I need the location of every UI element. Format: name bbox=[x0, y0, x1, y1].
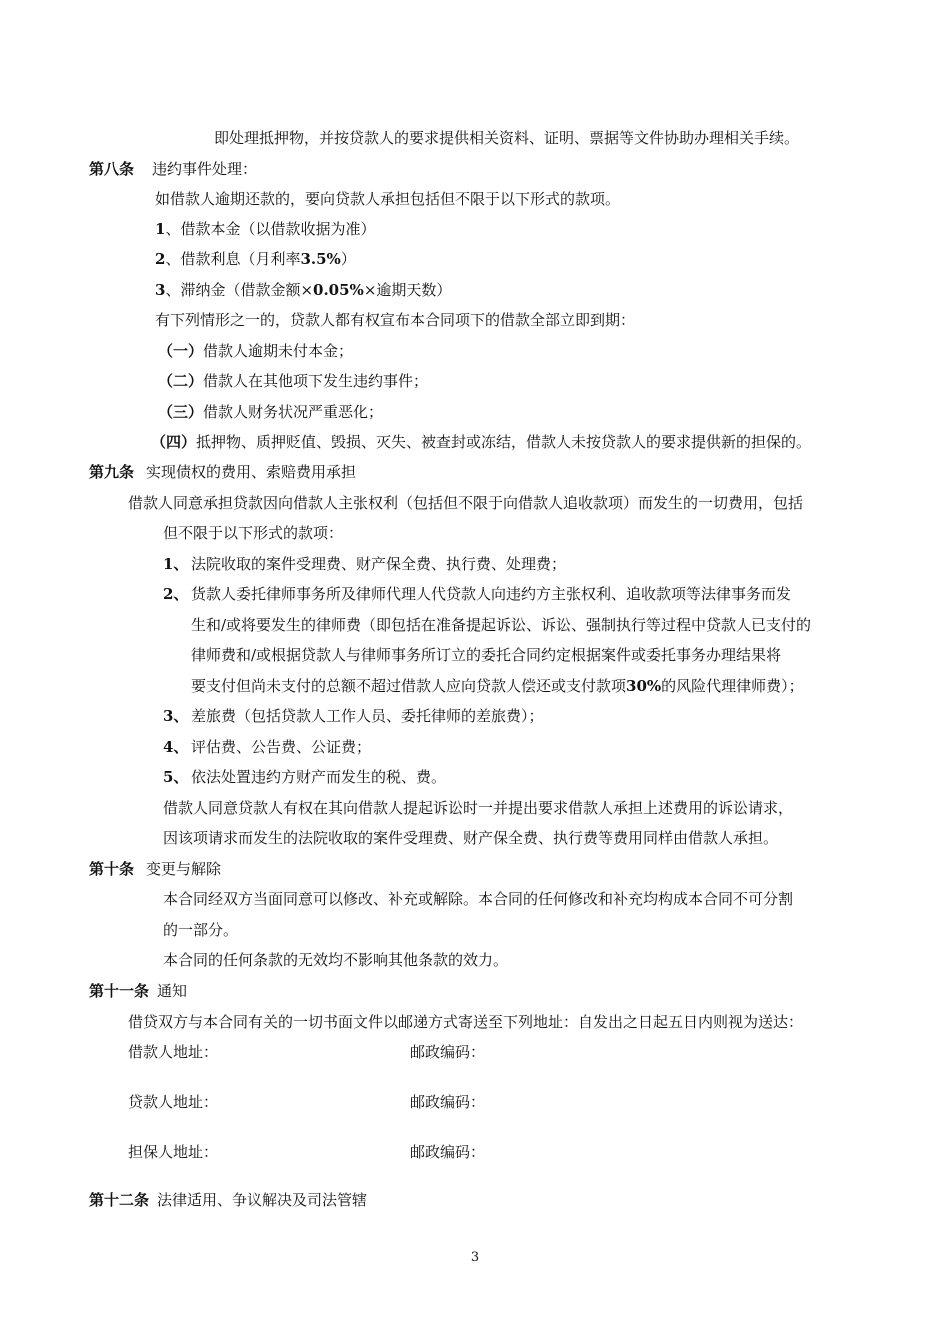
article-11-heading bbox=[89, 981, 187, 1001]
article-11-title: 通知 bbox=[157, 982, 188, 1000]
article-8-heading bbox=[89, 159, 257, 179]
article-8-case-4: （四）抵押物、质押贬值、毁损、灭失、被查封或冻结，借款人未按贷款人的要求提供新的担保的。 bbox=[151, 433, 812, 451]
article-9-claim-line-1: 借款人同意贷款人有权在其向借款人提起诉讼时一并提出要求借款人承担上述费用的诉讼请求， bbox=[163, 799, 794, 817]
lender-zip-label: 邮政编码： bbox=[410, 1093, 486, 1111]
article-8-intro: 如借款人逾期还款的，要向贷款人承担包括但不限于以下形式的款项。 bbox=[155, 190, 621, 208]
article-8-number: 第八条 bbox=[89, 160, 135, 178]
article-9-title: 实现债权的费用、索赔费用承担 bbox=[146, 463, 357, 481]
article-8-case-1: （一）借款人逾期未付本金； bbox=[158, 342, 354, 360]
page-number: 3 bbox=[470, 1250, 480, 1265]
article-9-item-2: 2、 货款人委托律师事务所及律师代理人代贷款人向违约方主张权利、追收款项等法律事务而发 bbox=[163, 585, 792, 603]
article-12-title: 法律适用、争议解决及司法管辖 bbox=[157, 1191, 368, 1209]
article-9-heading bbox=[89, 462, 356, 482]
lender-address-label: 贷款人地址： bbox=[128, 1093, 219, 1111]
article-9-claim-line-2: 因该项请求而发生的法院收取的案件受理费、财产保全费、执行费等费用同样由借款人承担。 bbox=[163, 829, 779, 847]
article-8-acceleration: 有下列情形之一的，贷款人都有权宣布本合同项下的借款全部立即到期： bbox=[155, 311, 636, 329]
article-8-item-3: 3、滞纳金（借款金额×0.05%×逾期天数） bbox=[155, 281, 452, 299]
borrower-address-label: 借款人地址： bbox=[128, 1043, 219, 1061]
article-10-title: 变更与解除 bbox=[146, 860, 222, 878]
article-12-heading bbox=[89, 1190, 367, 1210]
article-8-case-3: （三）借款人财务状况严重恶化； bbox=[158, 403, 384, 421]
article-9-item-2-line-4: 要支付但尚未支付的总额不超过借款人应向贷款人偿还或支付款项30%的风险代理律师费）； bbox=[191, 677, 804, 695]
article-8-item-2: 2、借款利息（月利率3.5%） bbox=[155, 250, 356, 268]
article-10-para-2: 本合同的任何条款的无效均不影响其他条款的效力。 bbox=[163, 951, 509, 969]
article-11-number: 第十一条 bbox=[89, 982, 150, 1000]
article-10-para-1-line-2: 的一部分。 bbox=[163, 921, 239, 939]
article-9-item-2-line-3: 律师费和/或根据贷款人与律师事务所订立的委托合同约定根据案件或委托事务办理结果将 bbox=[191, 646, 782, 664]
article-10-heading bbox=[89, 859, 221, 879]
article-9-item-3: 3、 差旅费（包括贷款人工作人员、委托律师的差旅费）； bbox=[163, 707, 544, 725]
article-11-intro: 借贷双方与本合同有关的一切书面文件以邮递方式寄送至下列地址：自发出之日起五日内则视为送达： bbox=[128, 1013, 804, 1031]
borrower-zip-label: 邮政编码： bbox=[410, 1043, 486, 1061]
article-8-title: 违约事件处理： bbox=[152, 160, 258, 178]
article-9-number: 第九条 bbox=[89, 463, 135, 481]
article-10-number: 第十条 bbox=[89, 860, 135, 878]
article-8-item-1: 1、借款本金（以借款收据为准） bbox=[155, 220, 376, 238]
guarantor-address-label: 担保人地址： bbox=[128, 1143, 219, 1161]
continuation-text: 即处理抵押物，并按贷款人的要求提供相关资料、证明、票据等文件协助办理相关手续。 bbox=[214, 129, 800, 147]
article-9-intro-line-1: 借款人同意承担贷款因向借款人主张权利（包括但不限于向借款人追收款项）而发生的一切费用，包括 bbox=[128, 494, 804, 512]
article-12-number: 第十二条 bbox=[89, 1191, 150, 1209]
article-9-item-1: 1、 法院收取的案件受理费、财产保全费、执行费、处理费； bbox=[163, 555, 567, 573]
article-9-item-5: 5、 依法处置违约方财产而发生的税、费。 bbox=[163, 768, 447, 786]
guarantor-zip-label: 邮政编码： bbox=[410, 1143, 486, 1161]
article-9-intro-line-2: 但不限于以下形式的款项： bbox=[163, 524, 344, 542]
article-9-item-4: 4、 评估费、公告费、公证费； bbox=[163, 738, 372, 756]
article-10-para-1-line-1: 本合同经双方当面同意可以修改、补充或解除。本合同的任何修改和补充均构成本合同不可分割 bbox=[163, 890, 794, 908]
article-8-case-2: （二）借款人在其他项下发生违约事件； bbox=[158, 372, 429, 390]
article-9-item-2-line-2: 生和/或将要发生的律师费（即包括在准备提起诉讼、诉讼、强制执行等过程中贷款人已支付的 bbox=[191, 616, 812, 634]
